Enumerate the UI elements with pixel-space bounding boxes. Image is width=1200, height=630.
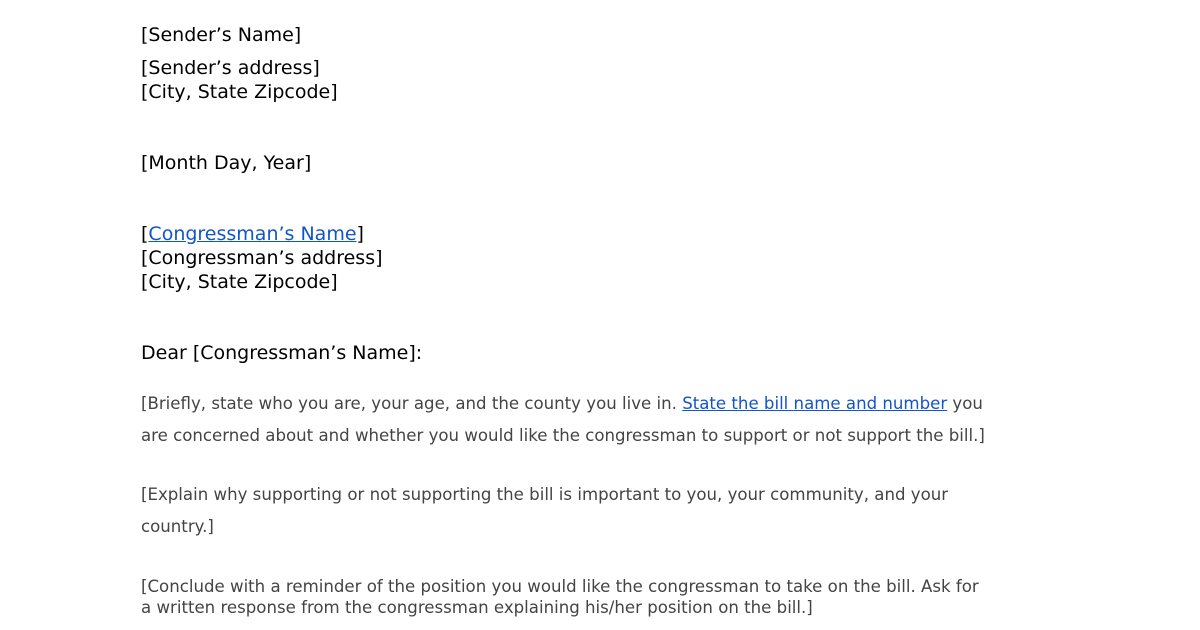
recipient-address: [Congressman’s address] — [141, 247, 383, 269]
paragraph2-line2: country.] — [141, 517, 214, 536]
recipient-name-line — [141, 222, 364, 246]
paragraph3-line1: [Conclude with a reminder of the position you would like the congressman to take on the bill. Ask for — [141, 577, 979, 596]
recipient-name-open-bracket: [ — [141, 223, 149, 245]
paragraph1-text-after-link: you — [947, 394, 983, 413]
letter-date: [Month Day, Year] — [141, 152, 312, 174]
recipient-name-close-bracket: ] — [356, 223, 364, 245]
paragraph1-line1 — [141, 392, 983, 416]
sender-city-state-zip: [City, State Zipcode] — [141, 81, 338, 103]
paragraph1-text-before-link: [Briefly, state who you are, your age, and the county you live in. — [141, 394, 683, 413]
paragraph3-line2: a written response from the congressman explaining his/her position on the bill.] — [141, 598, 813, 617]
paragraph2-line1: [Explain why supporting or not supporting the bill is important to you, your community, and your — [141, 485, 949, 504]
sender-address: [Sender’s address] — [141, 57, 320, 79]
bill-name-link[interactable]: State the bill name and number — [682, 394, 948, 413]
congressman-name-link[interactable]: Congressman’s Name — [148, 223, 357, 245]
recipient-city-state-zip: [City, State Zipcode] — [141, 271, 338, 293]
paragraph1-line2: are concerned about and whether you would like the congressman to support or not support the bill.] — [141, 426, 985, 445]
sender-name: [Sender’s Name] — [141, 24, 302, 46]
salutation: Dear [Congressman’s Name]: — [141, 342, 423, 364]
